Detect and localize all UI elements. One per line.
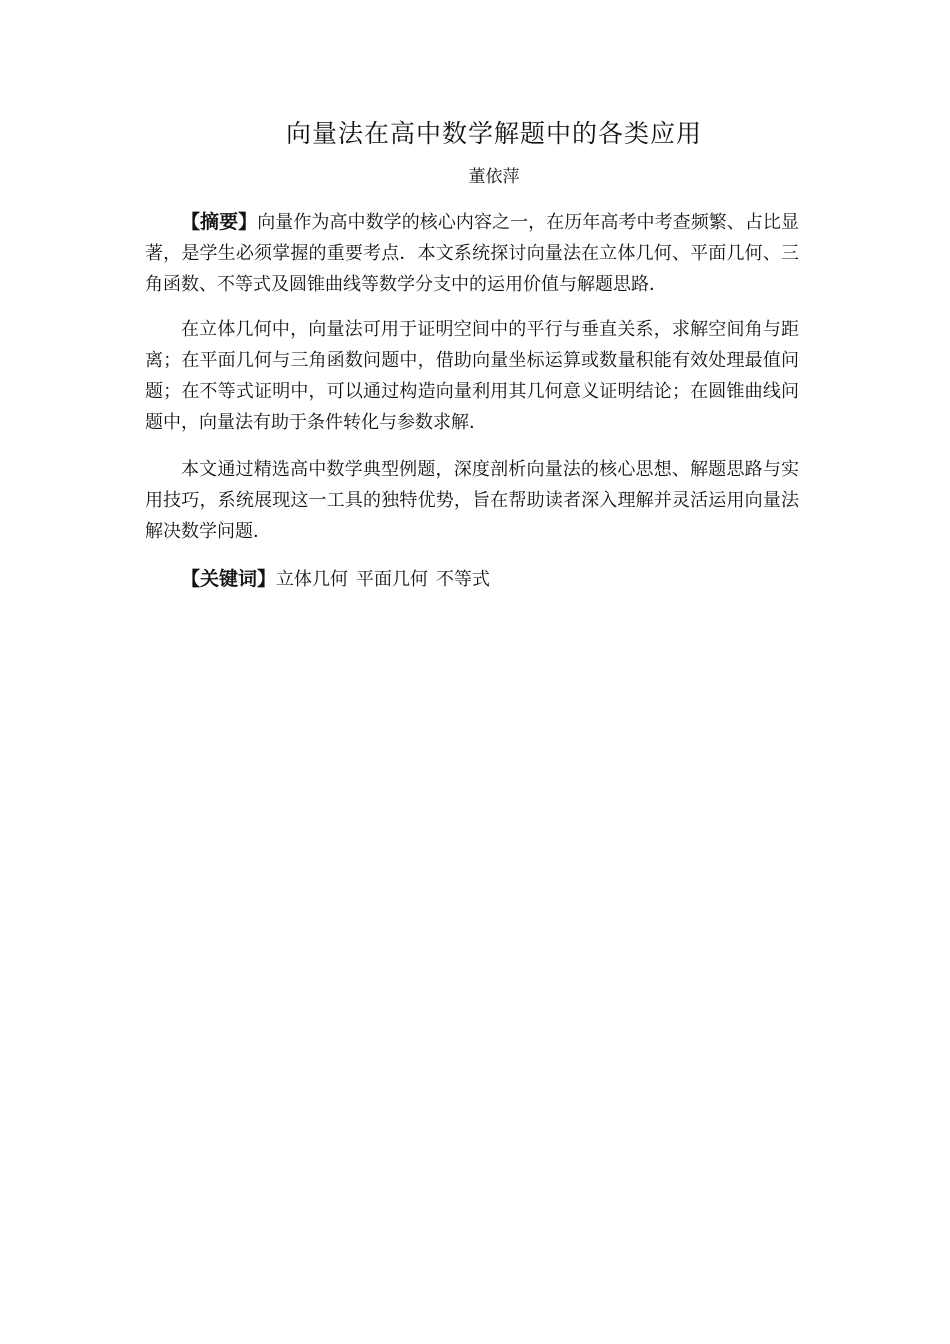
abstract-paragraph — [145, 207, 799, 300]
keyword-item: 平面几何 — [356, 569, 429, 590]
keyword-item: 不等式 — [436, 569, 491, 590]
abstract-text: 向量作为高中数学的核心内容之一，在历年高考中考查频繁、占比显著，是学生必须掌握的重要考点．本文系统探讨向量法在立体几何、平面几何、三角函数、不等式及圆锥曲线等数学分支中的运用价值与解题思路． — [145, 212, 799, 295]
author-name: 董依萍 — [468, 167, 520, 187]
keywords-paragraph — [145, 564, 799, 595]
abstract-label: 【摘要】 — [181, 211, 258, 233]
keyword-item: 立体几何 — [276, 569, 349, 590]
document-title: 向量法在高中数学解题中的各类应用 — [285, 119, 702, 148]
body-paragraph-3: 本文通过精选高中数学典型例题，深度剖析向量法的核心思想、解题思路与实用技巧，系统展现这一工具的独特优势，旨在帮助读者深入理解并灵活运用向量法解决数学问题． — [145, 459, 799, 542]
keywords-label: 【关键词】 — [181, 568, 277, 590]
body-paragraph-2: 在立体几何中，向量法可用于证明空间中的平行与垂直关系，求解空间角与距离；在平面几何与三角函数问题中，借助向量坐标运算或数量积能有效处理最值问题；在不等式证明中，可以通过构造向量利用其几何意义证明结论；在圆锥曲线问题中，向量法有助于条件转化与参数求解． — [145, 319, 799, 433]
